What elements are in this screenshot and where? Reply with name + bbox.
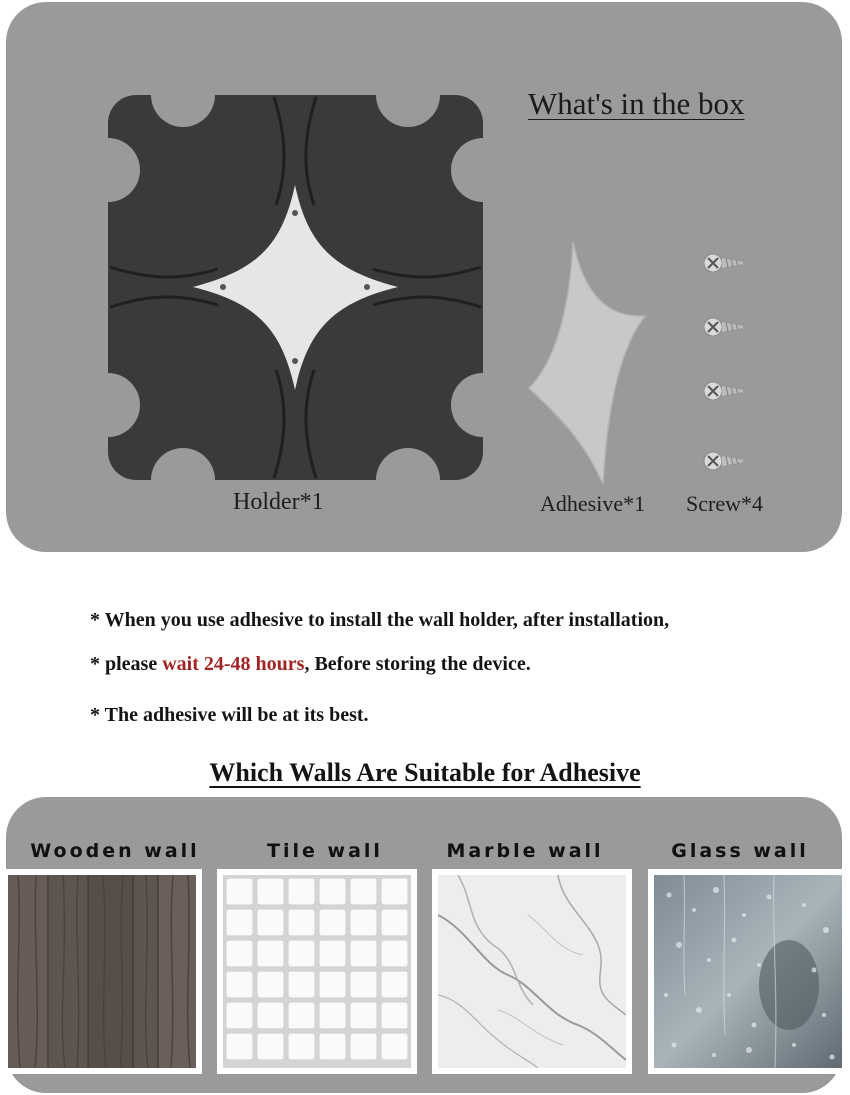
screw-icon xyxy=(703,316,745,338)
screw-icon xyxy=(703,380,745,402)
wall-label-wooden: Wooden wall xyxy=(30,840,200,862)
walls-heading: Which Walls Are Suitable for Adhesive xyxy=(209,758,641,787)
marble-texture xyxy=(438,875,626,1068)
wall-label-marble: Marble wall xyxy=(446,840,604,862)
glass-texture xyxy=(654,875,842,1068)
wall-card-marble xyxy=(432,869,632,1074)
adhesive-icon xyxy=(525,238,650,488)
wall-card-glass xyxy=(648,869,848,1074)
wood-texture xyxy=(8,875,196,1068)
wall-label-tile: Tile wall xyxy=(267,840,383,862)
note-line-1: * When you use adhesive to install the wall holder, after installation, xyxy=(90,609,670,631)
wall-card-wooden xyxy=(2,869,202,1074)
screw-icon xyxy=(703,252,745,274)
tile-texture xyxy=(223,875,411,1068)
note-highlight: wait 24-48 hours xyxy=(162,653,305,675)
wall-label-glass: Glass wall xyxy=(671,840,809,862)
screw-icon xyxy=(703,450,745,472)
holder-caption: Holder*1 xyxy=(233,489,324,515)
screw-caption: Screw*4 xyxy=(686,491,763,516)
note-line-3: * The adhesive will be at its best. xyxy=(90,704,369,726)
box-title: What's in the box xyxy=(528,86,745,121)
holder-icon xyxy=(108,95,483,480)
note-line-2: * please wait 24-48 hours, Before storing the device. xyxy=(90,653,531,675)
adhesive-caption: Adhesive*1 xyxy=(540,491,646,516)
wall-card-tile xyxy=(217,869,417,1074)
